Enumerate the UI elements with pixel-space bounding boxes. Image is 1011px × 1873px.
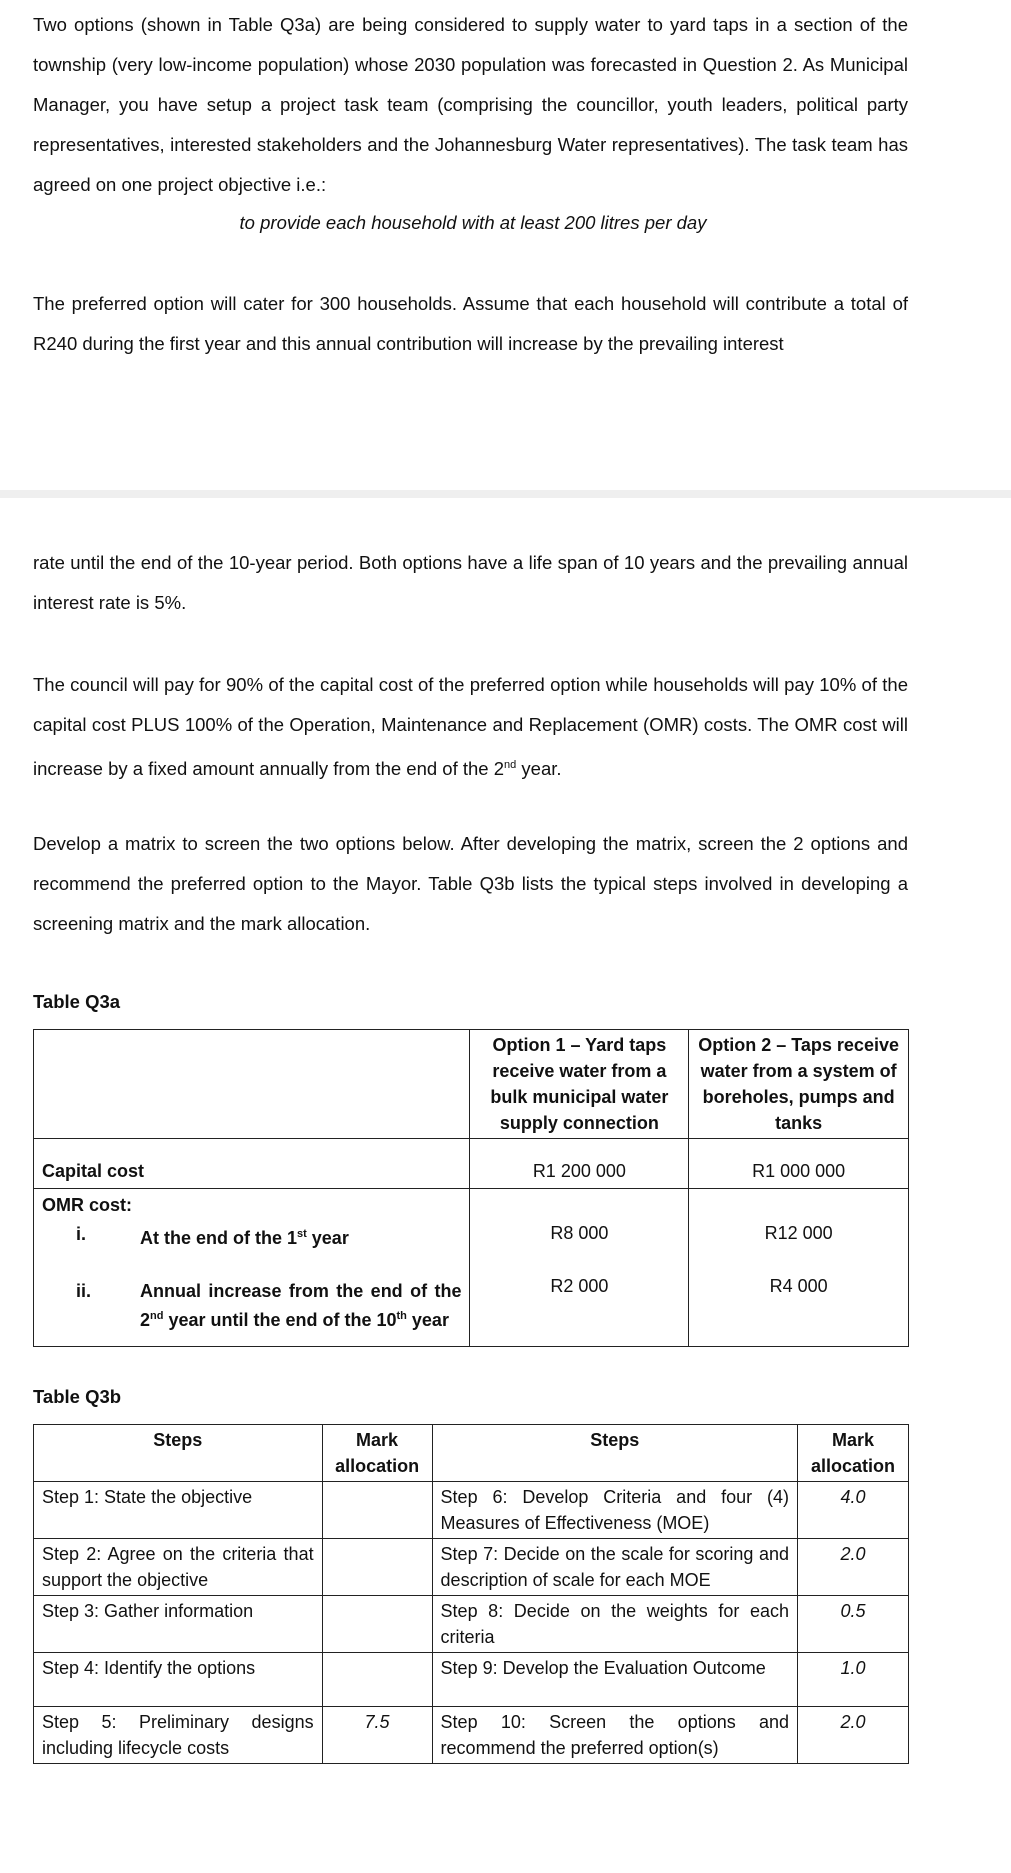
option2-header: Option 2 – Taps receive water from a system of boreholes, pumps and tanks — [689, 1030, 909, 1139]
capital-cost-label: Capital cost — [34, 1139, 470, 1189]
table-row — [34, 1707, 909, 1764]
omr-ii-option1: R2 000 — [550, 1276, 609, 1296]
omr-row-ii: ii. Annual increase from the end of the 2nd year until the end of the 10th year — [76, 1281, 462, 1330]
table-row — [34, 1596, 909, 1653]
step-left: Step 3: Gather information — [34, 1596, 323, 1653]
table-q3b — [33, 1424, 909, 1764]
omr-option1-cell — [470, 1189, 689, 1347]
capital-cost-option2: R1 000 000 — [689, 1139, 909, 1189]
step-left: Step 2: Agree on the criteria that support the objective — [34, 1539, 323, 1596]
steps-header-right: Steps — [432, 1425, 797, 1482]
option1-header: Option 1 – Yard taps receive water from a bulk municipal water supply connection — [470, 1030, 689, 1139]
step-right: Step 9: Develop the Evaluation Outcome — [432, 1653, 797, 1707]
table-row — [34, 1539, 909, 1596]
mark-right: 1.0 — [798, 1653, 909, 1707]
omr-ii-option2: R4 000 — [769, 1276, 828, 1296]
table-row — [34, 1653, 909, 1707]
step-right: Step 7: Decide on the scale for scoring and description of scale for each MOE — [432, 1539, 797, 1596]
mark-right: 4.0 — [798, 1482, 909, 1539]
page-top — [0, 0, 1011, 490]
project-objective: to provide each household with at least 200 litres per day — [239, 212, 707, 233]
omr-cost-label: OMR cost: — [42, 1195, 132, 1215]
intro-paragraph-1: Two options (shown in Table Q3a) are being considered to supply water to yard taps in a section of the township (very low-income population) whose 2030 population was forecasted in Question 2. As Municipal Manager, you have setup a project task team (comprising the councillor, youth leaders, political party representatives, interested stakeholders and the Johannesburg Water representatives). The task team has agreed on one project objective i.e.: — [33, 14, 908, 195]
mark-left: 7.5 — [322, 1707, 432, 1764]
mark-right: 0.5 — [798, 1596, 909, 1653]
page-break — [0, 490, 1011, 498]
omr-cost-cell — [34, 1189, 470, 1347]
step-right: Step 10: Screen the options and recommend the preferred option(s) — [432, 1707, 797, 1764]
step-left: Step 4: Identify the options — [34, 1653, 323, 1707]
table-q3b-label: Table Q3b — [33, 1386, 122, 1407]
table-q3a — [33, 1029, 909, 1347]
omr-i-option2: R12 000 — [764, 1223, 833, 1243]
table-q3a-empty-header — [34, 1030, 470, 1139]
intro-paragraph-5: Develop a matrix to screen the two options below. After developing the matrix, screen the 2 options and recommend the preferred option to the Mayor. Table Q3b lists the typical steps involved in developing a screening matrix and the mark allocation. — [33, 833, 908, 934]
mark-left — [322, 1482, 432, 1539]
table-q3a-label: Table Q3a — [33, 991, 121, 1012]
omr-row-i: i. At the end of the 1st year — [76, 1224, 349, 1248]
step-left: Step 1: State the objective — [34, 1482, 323, 1539]
mark-left — [322, 1653, 432, 1707]
omr-i-option1: R8 000 — [550, 1223, 609, 1243]
step-left: Step 5: Preliminary designs including lifecycle costs — [34, 1707, 323, 1764]
intro-paragraph-3: rate until the end of the 10-year period. Both options have a life span of 10 years and the prevailing annual interest rate is 5%. — [33, 552, 908, 613]
table-row — [34, 1482, 909, 1539]
omr-option2-cell — [689, 1189, 909, 1347]
mark-left — [322, 1539, 432, 1596]
mark-header-left: Mark allocation — [322, 1425, 432, 1482]
mark-left — [322, 1596, 432, 1653]
steps-header-left: Steps — [34, 1425, 323, 1482]
mark-right: 2.0 — [798, 1707, 909, 1764]
capital-cost-option1: R1 200 000 — [470, 1139, 689, 1189]
intro-paragraph-4: The council will pay for 90% of the capital cost of the preferred option while households will pay 10% of the capital cost PLUS 100% of the Operation, Maintenance and Replacement (OMR) costs. The OMR cost will increase by a fixed amount annually from the end of the 2nd year. — [33, 674, 908, 780]
mark-right: 2.0 — [798, 1539, 909, 1596]
mark-header-right: Mark allocation — [798, 1425, 909, 1482]
intro-paragraph-2: The preferred option will cater for 300 households. Assume that each household will contribute a total of R240 during the first year and this annual contribution will increase by the prevailing interest — [33, 293, 908, 354]
step-right: Step 6: Develop Criteria and four (4) Measures of Effectiveness (MOE) — [432, 1482, 797, 1539]
step-right: Step 8: Decide on the weights for each criteria — [432, 1596, 797, 1653]
